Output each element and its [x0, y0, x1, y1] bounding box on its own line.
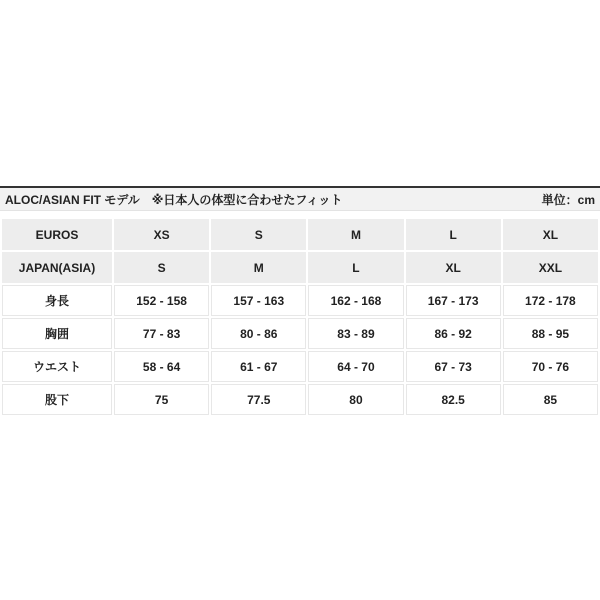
size-chart-title: ALOC/ASIAN FIT モデル ※日本人の体型に合わせたフィット: [5, 192, 343, 207]
table-row-height: [2, 285, 598, 316]
size-cell-euros-2: S: [211, 219, 306, 250]
table-row-euros: [2, 219, 598, 250]
value-cell-waist-4: 67 - 73: [406, 351, 501, 382]
value-cell-height-2: 157 - 163: [211, 285, 306, 316]
row-label-inseam: 股下: [2, 384, 112, 415]
size-cell-euros-5: XL: [503, 219, 598, 250]
size-cell-japan-5: XXL: [503, 252, 598, 283]
value-cell-inseam-2: 77.5: [211, 384, 306, 415]
value-cell-waist-5: 70 - 76: [503, 351, 598, 382]
value-cell-height-1: 152 - 158: [114, 285, 209, 316]
table-row-japan: [2, 252, 598, 283]
table-row-waist: [2, 351, 598, 382]
value-cell-height-4: 167 - 173: [406, 285, 501, 316]
value-cell-chest-2: 80 - 86: [211, 318, 306, 349]
value-cell-height-3: 162 - 168: [308, 285, 403, 316]
value-cell-waist-1: 58 - 64: [114, 351, 209, 382]
row-label-chest: 胸囲: [2, 318, 112, 349]
size-chart-title-bar: [0, 186, 600, 211]
size-cell-euros-3: M: [308, 219, 403, 250]
value-cell-inseam-3: 80: [308, 384, 403, 415]
size-cell-japan-4: XL: [406, 252, 501, 283]
table-row-inseam: [2, 384, 598, 415]
size-cell-japan-3: L: [308, 252, 403, 283]
size-cell-euros-4: L: [406, 219, 501, 250]
value-cell-waist-3: 64 - 70: [308, 351, 403, 382]
value-cell-chest-1: 77 - 83: [114, 318, 209, 349]
table-row-chest: [2, 318, 598, 349]
value-cell-chest-3: 83 - 89: [308, 318, 403, 349]
value-cell-chest-4: 86 - 92: [406, 318, 501, 349]
value-cell-waist-2: 61 - 67: [211, 351, 306, 382]
unit-label: 単位：cm: [541, 192, 595, 207]
value-cell-height-5: 172 - 178: [503, 285, 598, 316]
row-label-waist: ウエスト: [2, 351, 112, 382]
size-cell-japan-2: M: [211, 252, 306, 283]
value-cell-inseam-4: 82.5: [406, 384, 501, 415]
size-cell-euros-1: XS: [114, 219, 209, 250]
size-chart-section: [0, 186, 600, 417]
value-cell-inseam-5: 85: [503, 384, 598, 415]
size-cell-japan-1: S: [114, 252, 209, 283]
row-label-euros: EUROS: [2, 219, 112, 250]
row-label-japan: JAPAN(ASIA): [2, 252, 112, 283]
size-chart-table: [0, 217, 600, 417]
row-label-height: 身長: [2, 285, 112, 316]
value-cell-inseam-1: 75: [114, 384, 209, 415]
value-cell-chest-5: 88 - 95: [503, 318, 598, 349]
